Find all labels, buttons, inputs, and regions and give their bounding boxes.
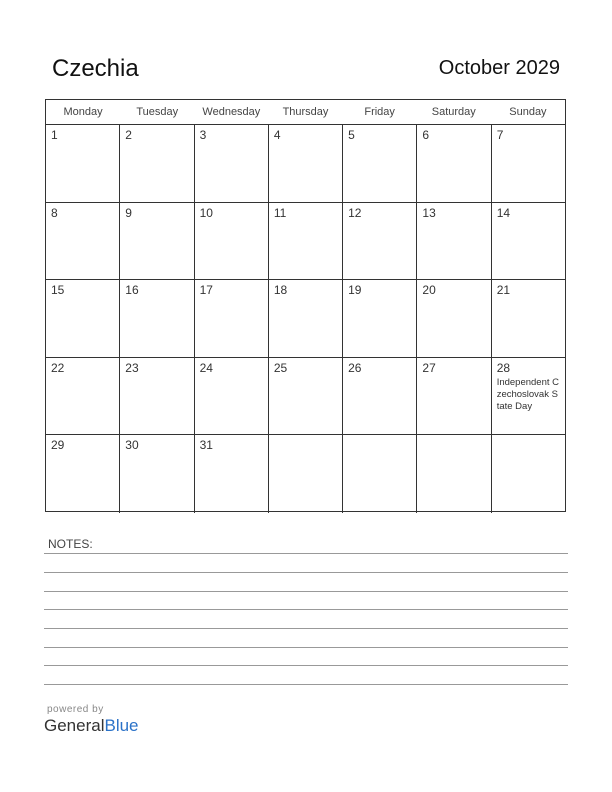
day-number: 14 (496, 205, 511, 220)
day-number: 1 (51, 128, 58, 142)
month-year-title: October 2029 (438, 57, 560, 79)
day-cell (46, 125, 120, 202)
day-cell (343, 358, 417, 435)
day-cell (195, 435, 269, 513)
day-cell (492, 280, 565, 357)
week-row (46, 203, 565, 281)
weekday-sunday: Sunday (509, 106, 547, 118)
day-number: 15 (51, 283, 65, 298)
day-number: 29 (51, 438, 65, 453)
day-number: 28 (496, 360, 511, 375)
day-cell (343, 203, 417, 280)
day-number: 22 (51, 360, 65, 375)
day-cell (492, 435, 565, 513)
day-cell (417, 125, 491, 202)
day-number: 8 (51, 205, 58, 220)
note-line (44, 572, 568, 573)
brand-blue: Blue (104, 716, 139, 735)
week-row (46, 280, 565, 358)
day-number: 26 (348, 360, 362, 375)
day-number: 11 (273, 205, 287, 220)
note-line (44, 647, 568, 648)
day-number: 18 (273, 283, 288, 298)
day-cell (269, 358, 343, 435)
day-cell (195, 358, 269, 435)
day-number: 5 (348, 128, 355, 142)
day-cell (269, 280, 343, 357)
week-row (46, 435, 565, 513)
note-line (44, 609, 568, 610)
day-number: 17 (199, 283, 213, 298)
note-line (44, 628, 568, 629)
day-cell (343, 435, 417, 513)
day-number: 4 (273, 128, 281, 142)
weekday-wednesday: Wednesday (202, 106, 261, 118)
day-cell (417, 203, 491, 280)
day-number: 10 (199, 205, 213, 220)
day-number: 31 (199, 438, 213, 453)
calendar-grid (45, 99, 566, 512)
day-number: 9 (125, 205, 132, 220)
day-cell (492, 358, 565, 435)
country-title: Czechia (52, 55, 139, 82)
day-number: 21 (496, 283, 511, 298)
weekday-friday: Friday (364, 106, 395, 118)
day-cell (417, 358, 491, 435)
brand-general: General (44, 716, 105, 735)
weekday-saturday: Saturday (431, 106, 476, 118)
weekday-tuesday: Tuesday (136, 106, 179, 118)
weekday-thursday: Thursday (282, 106, 329, 118)
day-cell (343, 125, 417, 202)
weekday-monday: Monday (63, 106, 103, 118)
day-number: 30 (125, 438, 139, 453)
day-number: 23 (125, 360, 139, 375)
note-line (44, 684, 568, 685)
day-number: 16 (125, 283, 139, 298)
day-number: 3 (199, 128, 207, 142)
day-cell (195, 203, 269, 280)
powered-by-text: powered by (47, 704, 104, 715)
day-cell (120, 435, 194, 513)
day-cell (46, 203, 120, 280)
day-cell (46, 435, 120, 513)
note-line (44, 553, 568, 554)
day-cell (46, 358, 120, 435)
day-cell (417, 280, 491, 357)
day-number: 6 (422, 128, 430, 142)
day-number: 12 (348, 205, 362, 220)
day-number: 19 (348, 283, 362, 298)
day-cell (46, 280, 120, 357)
holiday-label: Independent Czechoslovak State Day (496, 376, 560, 412)
day-cell (343, 280, 417, 357)
day-cell (120, 358, 194, 435)
brand-logo (44, 716, 139, 736)
note-line (44, 591, 568, 592)
day-cell (492, 125, 565, 202)
day-number: 27 (422, 360, 436, 375)
day-cell (195, 125, 269, 202)
day-cell (120, 125, 194, 202)
day-number: 13 (422, 205, 436, 220)
day-number: 25 (273, 360, 288, 375)
day-cell (492, 203, 565, 280)
day-cell (269, 435, 343, 513)
day-cell (417, 435, 491, 513)
day-cell (195, 280, 269, 357)
note-line (44, 665, 568, 666)
day-number: 20 (422, 283, 436, 298)
day-cell (120, 280, 194, 357)
week-row (46, 358, 565, 436)
day-cell (120, 203, 194, 280)
day-number: 2 (125, 128, 132, 142)
day-cell (269, 203, 343, 280)
day-cell (269, 125, 343, 202)
day-number: 24 (199, 360, 213, 375)
day-number: 7 (496, 128, 504, 142)
notes-label: NOTES: (48, 537, 93, 551)
weekday-header (46, 100, 565, 125)
week-row (46, 125, 565, 203)
